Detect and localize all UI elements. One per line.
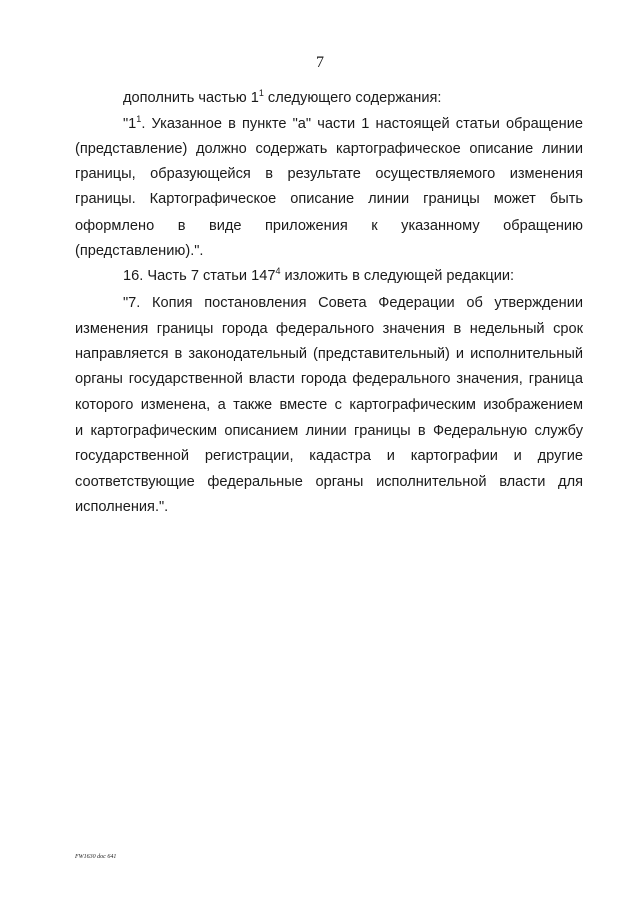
paragraph-line xyxy=(123,115,583,133)
paragraph-line: (представление) должно содержать картографическое описание линии xyxy=(75,141,583,157)
text-run: . Указанное в пункте "а" части 1 настоящей статьи обращение xyxy=(141,116,583,132)
paragraph-line: изменения границы города федерального значения в недельный срок xyxy=(75,321,583,337)
paragraph-line: оформлено в виде приложения к указанному обращению xyxy=(75,218,583,234)
page-number: 7 xyxy=(316,54,324,71)
text-run: дополнить частью 1 xyxy=(123,90,259,106)
paragraph-line: "7. Копия постановления Совета Федерации об утверждении xyxy=(123,295,583,311)
paragraph-line: и картографическим описанием линии границы в Федеральную службу xyxy=(75,423,583,439)
paragraph-line: государственной регистрации, кадастра и картографии и другие xyxy=(75,448,583,464)
footer-filename: FW1630 doc 641 xyxy=(75,854,117,860)
paragraph-line xyxy=(123,89,441,107)
paragraph-line: исполнения.". xyxy=(75,499,169,515)
superscript: 4 xyxy=(275,266,281,276)
superscript: 1 xyxy=(136,114,142,124)
superscript: 1 xyxy=(258,88,264,98)
text-run: следующего содержания: xyxy=(263,90,442,106)
paragraph-line: направляется в законодательный (представительный) и исполнительный xyxy=(75,346,583,362)
paragraph-line: которого изменена, а также вместе с картографическим изображением xyxy=(75,397,583,413)
paragraph-line: границы. Картографическое описание линии границы может быть xyxy=(75,191,583,207)
paragraph-line: (представлению).". xyxy=(75,243,204,259)
text-run: "1 xyxy=(123,116,137,132)
paragraph-line: границы, образующейся в результате осуществляемого изменения xyxy=(75,166,583,182)
text-run: изложить в следующей редакции: xyxy=(280,268,515,284)
paragraph-line: органы государственной власти города федерального значения, граница xyxy=(75,371,583,387)
paragraph-line xyxy=(123,267,514,285)
text-run: 16. Часть 7 статьи 147 xyxy=(123,268,276,284)
paragraph-line: соответствующие федеральные органы исполнительной власти для xyxy=(75,474,583,490)
